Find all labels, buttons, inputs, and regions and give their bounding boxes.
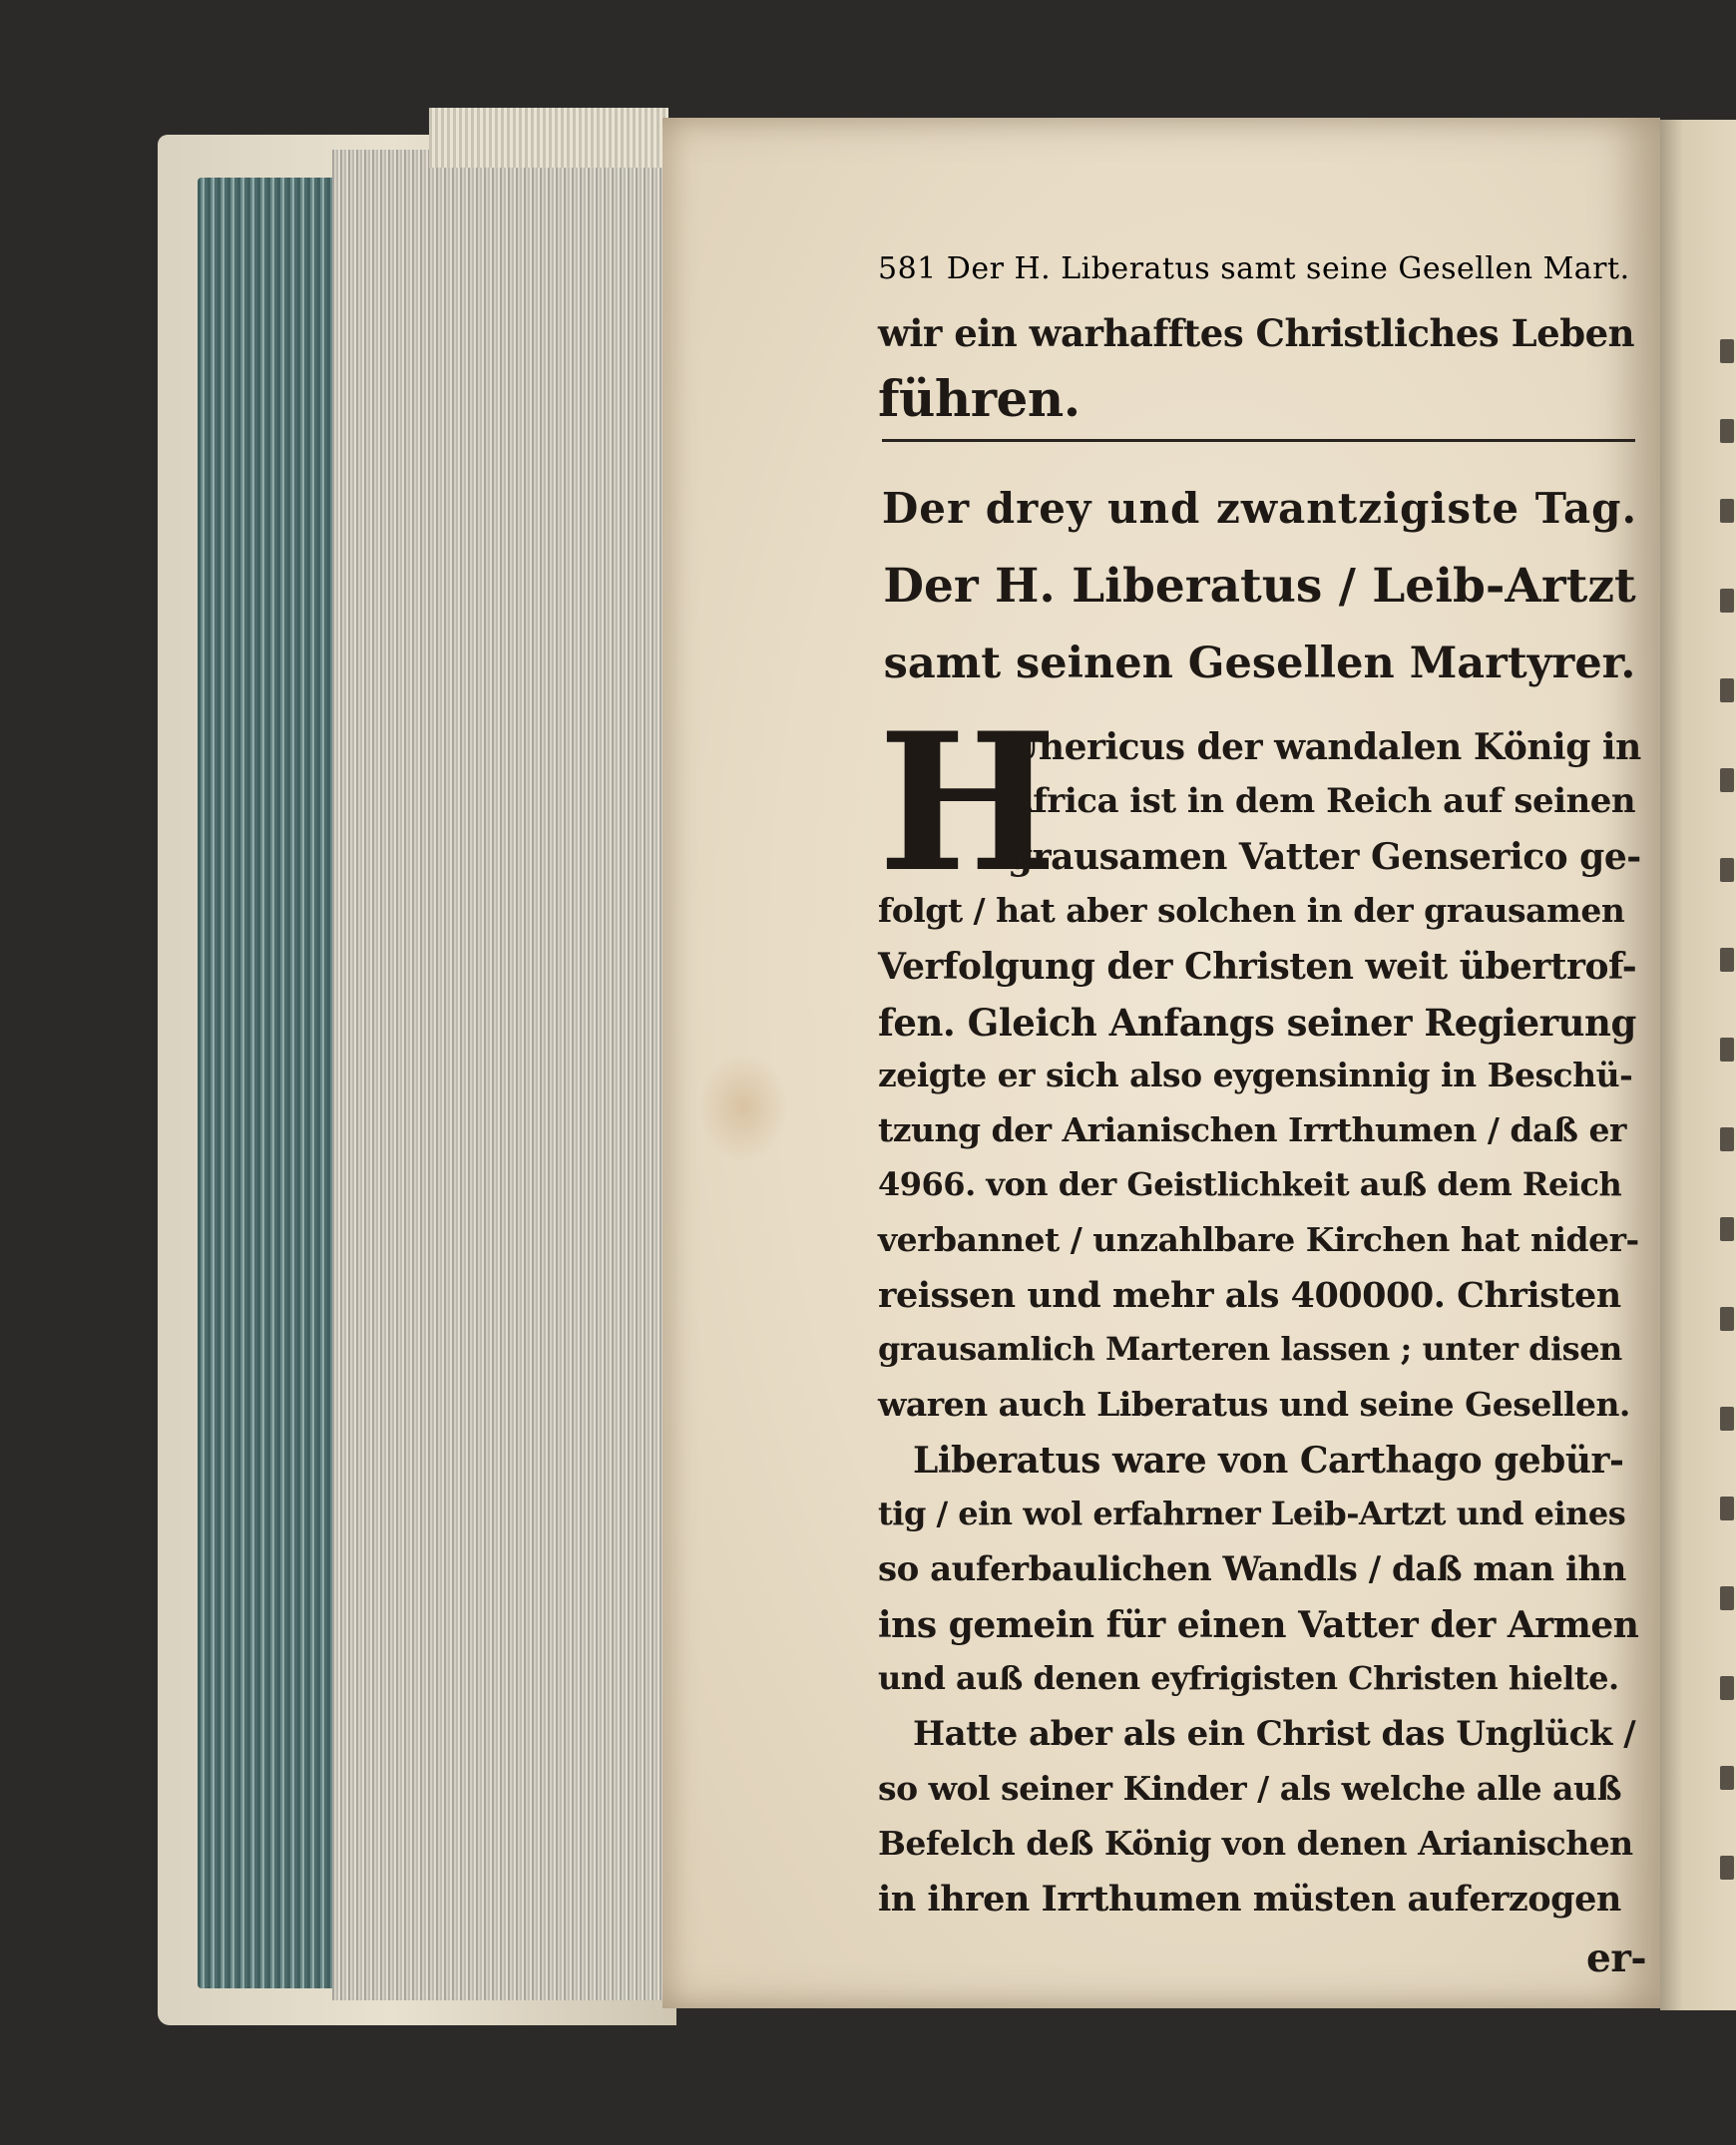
body-line: Liberatus ware von Carthago gebür-: [913, 1440, 1624, 1482]
drop-capital: H: [878, 691, 1058, 914]
body-line: Africa ist in dem Reich auf seinen: [1008, 781, 1636, 821]
page-edges-top: [429, 108, 668, 168]
body-line: grausamlich Marteren lassen ; unter disen: [878, 1330, 1622, 1368]
body-line: fen. Gleich Anfangs seiner Regierung: [878, 1001, 1636, 1045]
body-line: so auferbaulichen Wandls / daß man ihn: [878, 1549, 1626, 1589]
saint-subheading: samt seinen Gesellen Martyrer.: [883, 639, 1636, 688]
section-divider: [882, 439, 1635, 442]
saint-heading: Der H. Liberatus / Leib-Artzt: [883, 559, 1636, 614]
body-line: verbannet / unzahlbare Kirchen hat nider-: [878, 1220, 1639, 1259]
catchword: er-: [1586, 1935, 1647, 1981]
body-line: Unericus der wandalen König in: [1008, 726, 1641, 768]
body-line: ins gemein für einen Vatter der Armen: [878, 1604, 1639, 1646]
day-heading: Der drey und zwantzigiste Tag.: [881, 484, 1638, 533]
page-edges-green: [198, 178, 332, 1988]
running-head: 581 Der H. Liberatus samt seine Gesellen Mart.: [878, 251, 1630, 286]
body-line: tzung der Arianischen Irrthumen / daß er: [878, 1110, 1626, 1149]
body-line: tig / ein wol erfahrner Leib-Artzt und eines: [878, 1495, 1626, 1532]
body-line: waren auch Liberatus und seine Gesellen.: [878, 1385, 1630, 1424]
body-line: Hatte aber als ein Christ das Unglück /: [913, 1714, 1636, 1754]
body-line: und auß denen eyfrigisten Christen hielte.: [878, 1659, 1619, 1697]
body-line: Befelch deß König von denen Arianischen: [878, 1824, 1633, 1863]
page-edges: [332, 150, 666, 2000]
body-line: zeigte er sich also eygensinnig in Beschü-: [878, 1056, 1633, 1094]
body-line: Verfolgung der Christen weit übertrof-: [878, 946, 1637, 988]
continuation-line: führen.: [878, 369, 1081, 428]
page-stain: [698, 1053, 788, 1162]
facing-page: [1660, 120, 1736, 2010]
body-line: folgt / hat aber solchen in der grausamen: [878, 891, 1625, 930]
body-line: grausamen Vatter Genserico ge-: [1008, 836, 1641, 878]
body-line: reissen und mehr als 400000. Christen: [878, 1275, 1621, 1316]
body-line: so wol seiner Kinder / als welche alle auß: [878, 1769, 1622, 1808]
body-line: 4966. von der Geistlichkeit auß dem Reich: [878, 1165, 1622, 1203]
body-line: in ihren Irrthumen müsten auferzogen: [878, 1879, 1621, 1920]
continuation-line: wir ein warhafftes Christliches Leben: [878, 311, 1635, 355]
